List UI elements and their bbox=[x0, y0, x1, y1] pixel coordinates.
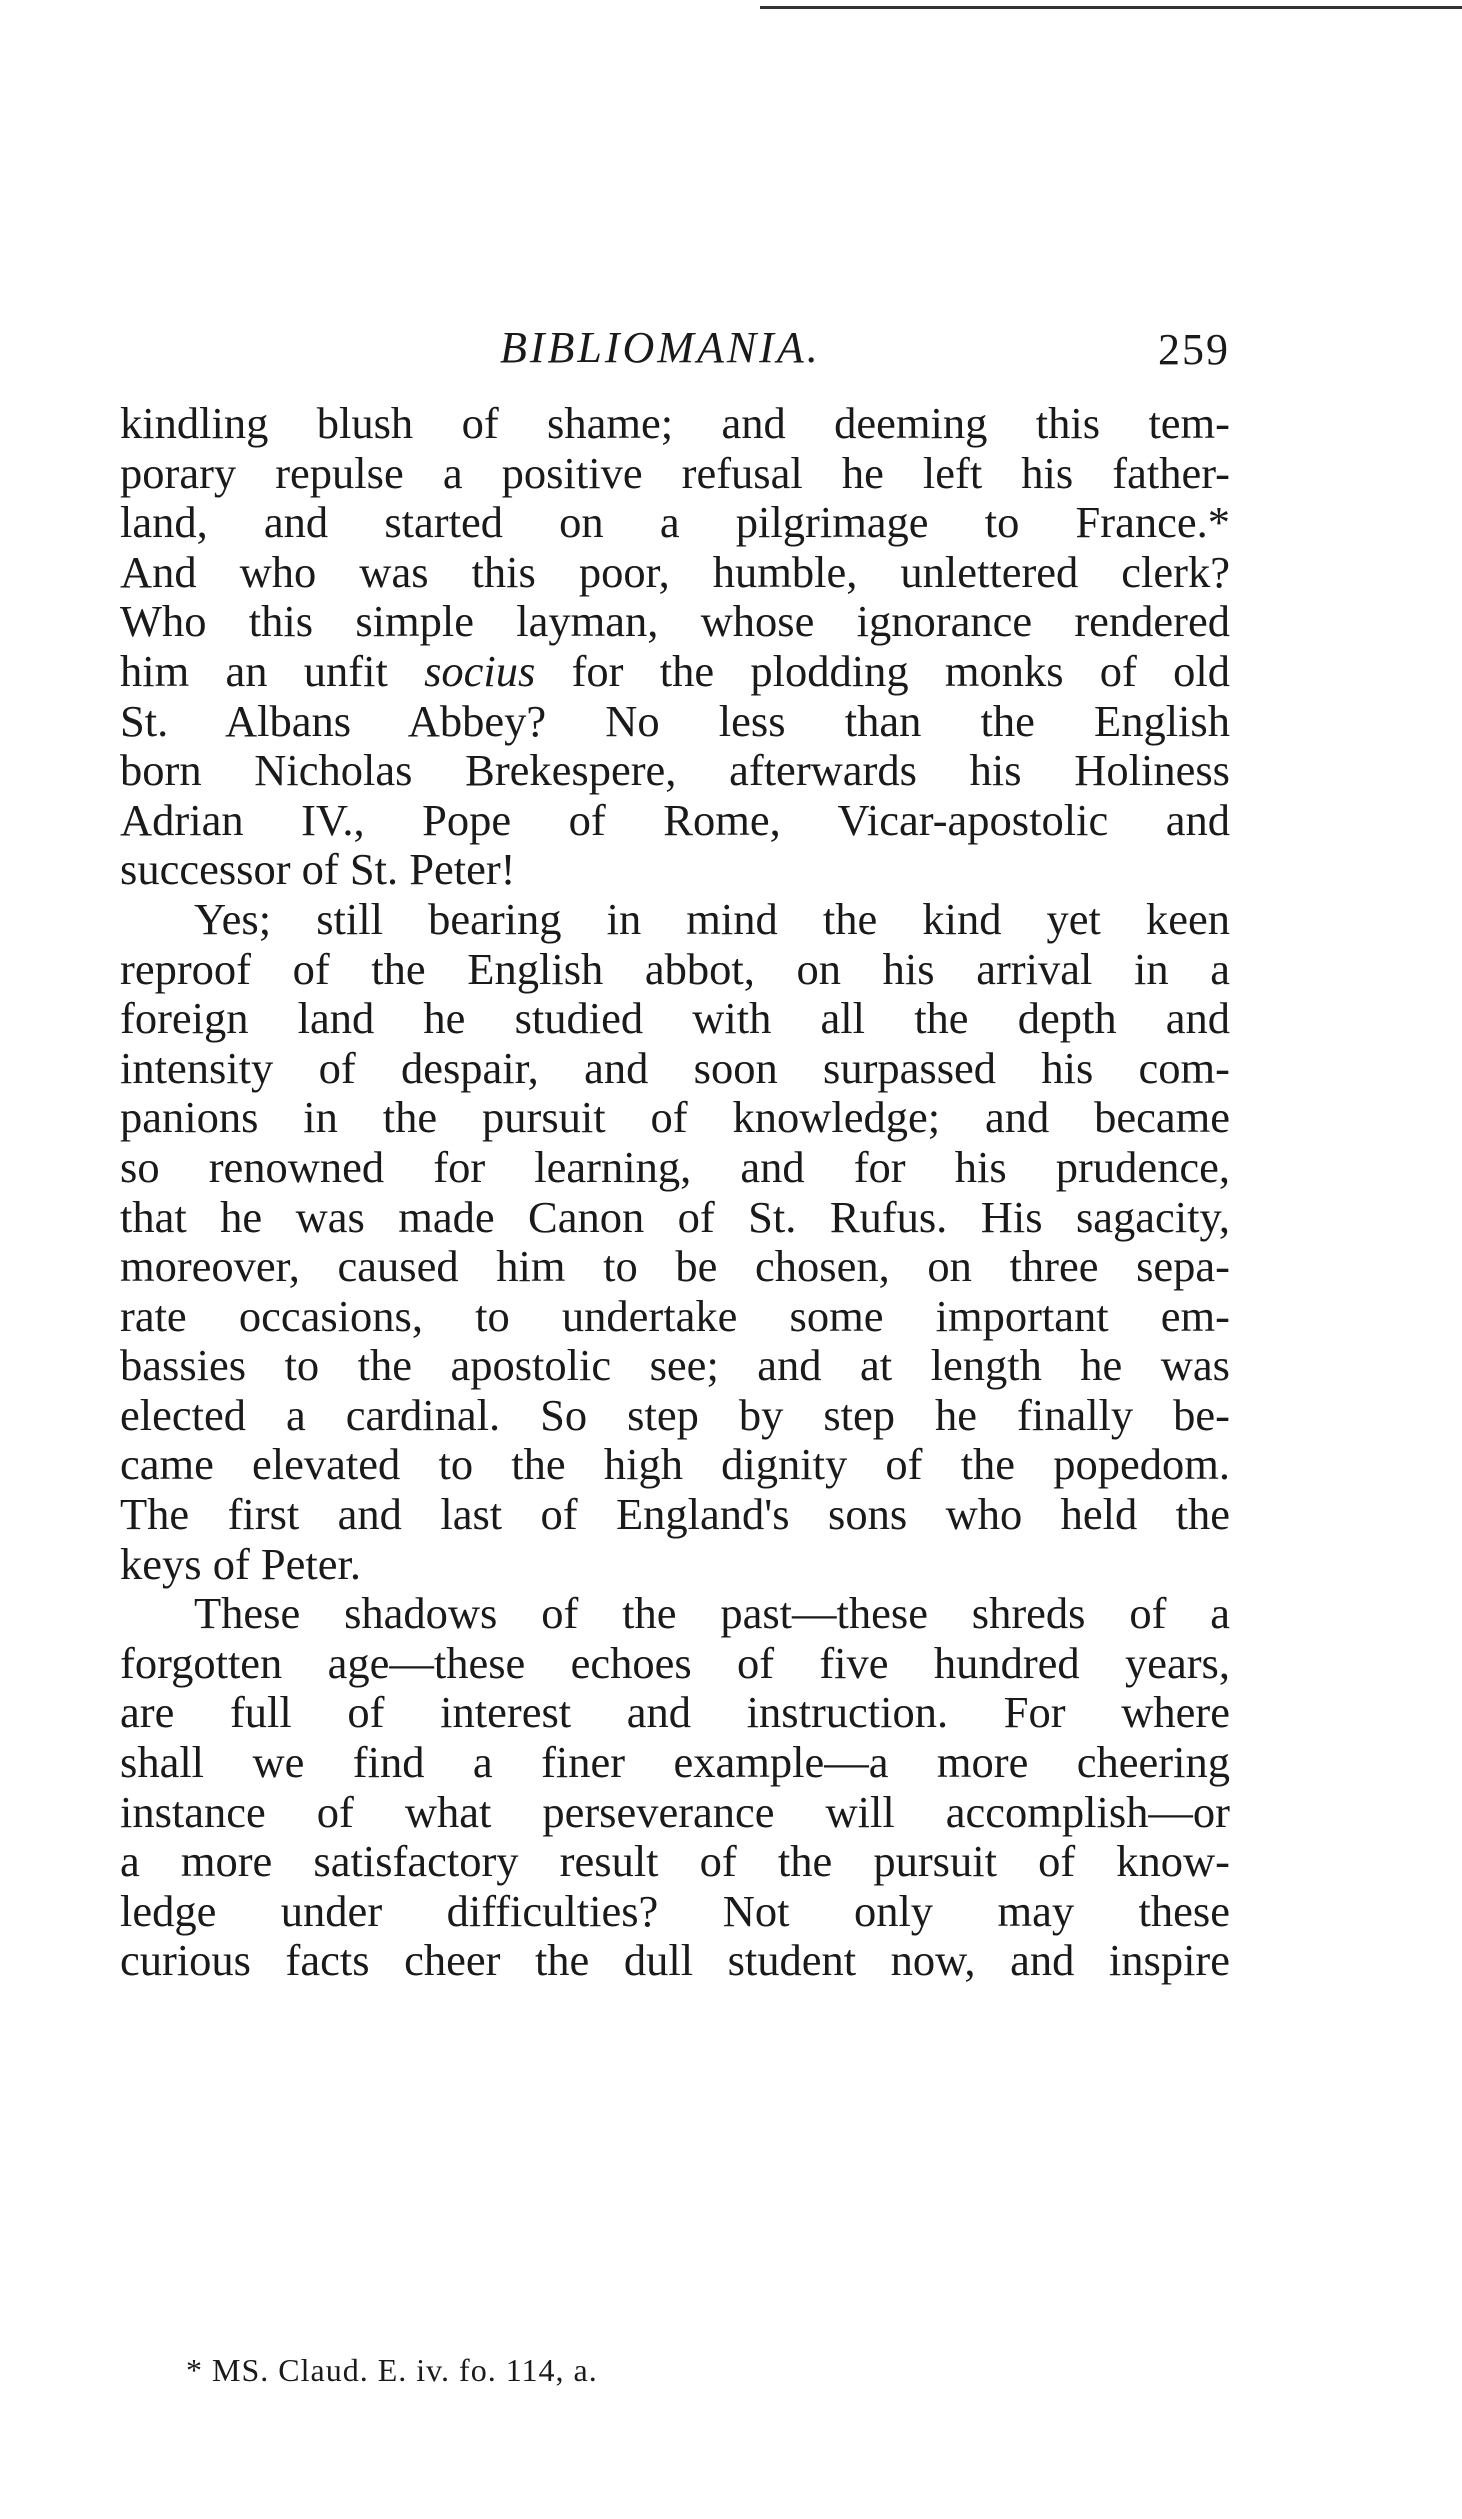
text-line: elected a cardinal. So step by step he finally be- bbox=[120, 1389, 1230, 1440]
text-line: so renowned for learning, and for his prudence, bbox=[120, 1141, 1230, 1192]
text-line: ledge under difficulties? Not only may these bbox=[120, 1885, 1230, 1936]
text-line: intensity of despair, and soon surpassed his com- bbox=[120, 1042, 1230, 1093]
text-line: keys of Peter. bbox=[120, 1538, 361, 1589]
top-rule bbox=[760, 6, 1462, 9]
text-line: porary repulse a positive refusal he left his father- bbox=[120, 447, 1230, 498]
text-line: And who was this poor, humble, unlettered clerk? bbox=[120, 546, 1230, 597]
text-line: St. Albans Abbey? No less than the English bbox=[120, 695, 1230, 746]
text-line: Who this simple layman, whose ignorance rendered bbox=[120, 596, 1230, 647]
text-line: rate occasions, to undertake some important em- bbox=[120, 1290, 1230, 1341]
text-line: born Nicholas Brekespere, afterwards his Holiness bbox=[120, 745, 1230, 796]
body-text bbox=[120, 399, 1230, 1986]
text-line: instance of what perseverance will accomplish—or bbox=[120, 1786, 1230, 1837]
text-line: a more satisfactory result of the pursuit of know- bbox=[120, 1836, 1230, 1887]
text-line: successor of St. Peter! bbox=[120, 844, 516, 895]
footnote: * MS. Claud. E. iv. fo. 114, a. bbox=[186, 2352, 598, 2388]
text-line: came elevated to the high dignity of the popedom. bbox=[120, 1439, 1230, 1490]
text-line: shall we find a finer example—a more cheering bbox=[120, 1737, 1230, 1788]
text-line: him an unfit socius for the plodding monks of old bbox=[120, 645, 1231, 696]
text-line: Adrian IV., Pope of Rome, Vicar-apostolic and bbox=[120, 794, 1230, 845]
running-title: BIBLIOMANIA. bbox=[500, 323, 821, 372]
text-line: bassies to the apostolic see; and at length he was bbox=[120, 1340, 1230, 1391]
text-line: curious facts cheer the dull student now, and inspire bbox=[120, 1935, 1230, 1986]
running-head bbox=[120, 322, 1230, 382]
text-line: kindling blush of shame; and deeming this tem- bbox=[120, 398, 1230, 448]
text-line: forgotten age—these echoes of five hundred years, bbox=[120, 1637, 1230, 1688]
page-number: 259 bbox=[1158, 325, 1230, 374]
text-line: that he was made Canon of St. Rufus. His sagacity, bbox=[120, 1191, 1230, 1242]
text-line: moreover, caused him to be chosen, on three sepa- bbox=[120, 1241, 1230, 1292]
text-line: panions in the pursuit of knowledge; and became bbox=[120, 1092, 1230, 1143]
text-line: The first and last of England's sons who held the bbox=[120, 1489, 1230, 1540]
text-line: Yes; still bearing in mind the kind yet keen bbox=[194, 893, 1230, 944]
text-line: foreign land he studied with all the depth and bbox=[120, 993, 1230, 1044]
text-line: reproof of the English abbot, on his arrival in a bbox=[120, 943, 1230, 994]
italic-word: socius bbox=[424, 645, 536, 696]
text-line: These shadows of the past—these shreds of a bbox=[194, 1588, 1230, 1639]
text-line: are full of interest and instruction. For where bbox=[120, 1687, 1230, 1738]
text-line: land, and started on a pilgrimage to France.* bbox=[120, 497, 1230, 548]
